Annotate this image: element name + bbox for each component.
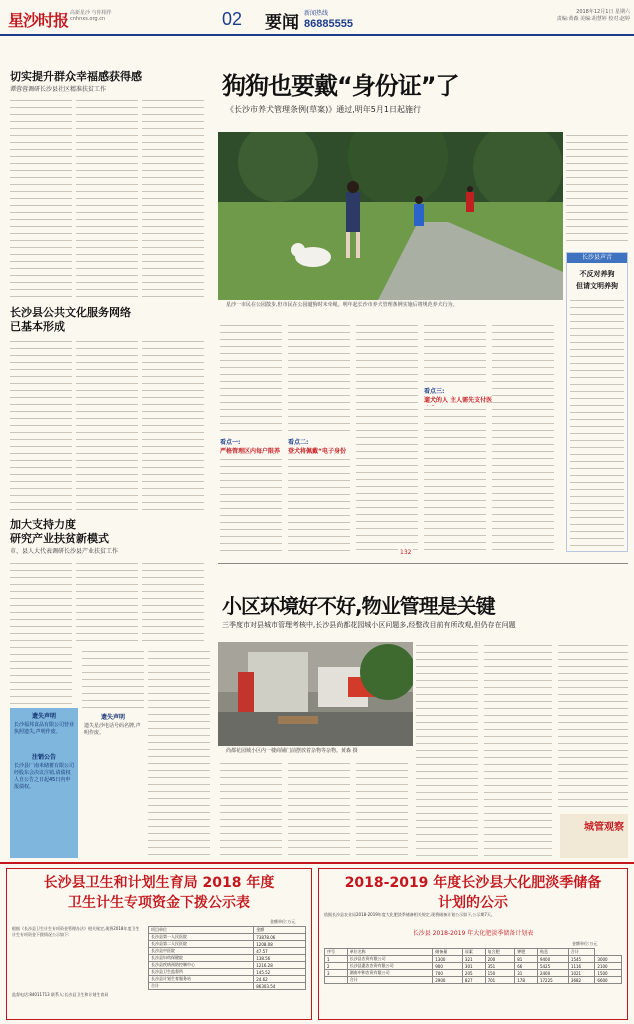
table-cell: 1500 (595, 970, 622, 977)
newspaper-logo: 星沙时报 (8, 11, 69, 30)
table-header: 项目单位 (149, 927, 254, 934)
table-header-row (149, 927, 306, 934)
table-cell: 701 (485, 977, 515, 984)
page-marker: 132 (400, 549, 412, 556)
table-row (325, 977, 622, 984)
table-cell: 合计 (347, 977, 433, 984)
table-cell: 66 (515, 963, 538, 970)
table-row (149, 983, 306, 990)
table-cell (325, 977, 348, 984)
left-story3-text-b (76, 560, 138, 645)
table-cell: 351 (485, 963, 515, 970)
table-cell: 301 (462, 963, 485, 970)
left-story3-text-a (10, 560, 72, 705)
left-story1-text-c (142, 97, 204, 302)
left-story3-text-c (142, 560, 204, 645)
notice-box-3 (82, 710, 144, 858)
right-notice-title-1: 2018-2019 年度长沙县大化肥淡季储备 (344, 875, 602, 891)
dog-photo-caption: 星沙一市民在公园散步,但市民在公园遛狗时未牵绳。明年起长沙市养犬管理条例实施后将规范养犬行为。 (226, 302, 458, 308)
table-cell: 合计 (149, 983, 254, 990)
table-cell: 2 (325, 963, 348, 970)
ads-divider (0, 862, 634, 864)
editors-text: 责编:黄森 美编:胡慧婷 校对:赵婷 (556, 16, 630, 22)
subhead-1-text: 严格管理区内每户限养 (220, 448, 281, 455)
table-cell: 3682 (568, 977, 595, 984)
left-notice-intro: 根据《长沙县卫生计生专项资金管理办法》相关规定,现将2018年度卫生计生专项资金下拨情况公示如下: (12, 926, 140, 937)
story2-headline: 小区环境好不好,物业管理是关键 (222, 594, 495, 618)
table-header: 序号 (325, 949, 348, 956)
subhead-3-text: 遛犬的人 主人需先支付医 (424, 397, 493, 404)
right-notice-table-title: 长沙县 2018-2019 年大化肥淡季储备计划表 (412, 930, 534, 937)
right-notice-title-2: 计划的公示 (438, 895, 508, 911)
table-cell: 81 (515, 956, 538, 963)
notice-1-text: 长沙福邦食品有限公司营业执照遗失,声明作废。 (14, 722, 75, 735)
left-story1-text-a (10, 97, 72, 302)
main-text-a2 (220, 456, 282, 552)
community-photo-caption: 尚都花园城小区内一楼商铺门前摆放着杂物等杂物。黄森 摄 (226, 748, 358, 754)
left-notice-title-2: 卫生计生专项资金下拨公示表 (68, 895, 250, 911)
subhead-2-text: 登犬将佩戴“电子身份 (288, 448, 346, 455)
table-cell: 73878.06 (254, 934, 306, 941)
left-notice-unit: 金额单位:万元 (270, 919, 296, 924)
table-cell: 长沙县疾病预防控制中心 (149, 962, 254, 969)
main-text-c (356, 322, 418, 552)
table-cell: 205 (462, 970, 485, 977)
table-cell: 178 (515, 977, 538, 984)
table-row (325, 963, 622, 970)
table-header-row (325, 949, 622, 956)
table-cell: 3000 (595, 956, 622, 963)
main-text-a (220, 322, 282, 432)
table-cell: 47.57 (254, 948, 306, 955)
tagline: 高新星沙 与你相伴 (70, 10, 112, 16)
left-story3-title1: 加大支持力度 (10, 518, 76, 531)
table-cell: 900 (433, 963, 463, 970)
table-cell: 321 (462, 956, 485, 963)
subhead-3: 看点三: (424, 388, 445, 395)
table-cell: 长沙县中医院 (149, 948, 254, 955)
main-deck: 《长沙市养犬管理条例(草案)》通过,明年5月1日起施行 (226, 105, 421, 114)
date-text: 2018年12月1日 星期六 (576, 9, 630, 15)
main-text-d2 (424, 406, 486, 552)
table-cell: 827 (462, 977, 485, 984)
subhead-1: 看点一: (220, 439, 241, 446)
left-story3-title2: 研究产业扶贫新模式 (10, 532, 109, 545)
table-row (149, 948, 306, 955)
table-cell: 9400 (537, 956, 568, 963)
table-header: 储备量 (433, 949, 463, 956)
table-cell: 2100 (595, 963, 622, 970)
sidebar-headline-2: 但请文明养狗 (576, 282, 618, 290)
table-row (149, 969, 306, 976)
table-cell: 6600 (595, 977, 622, 984)
table-cell: 1545 (568, 956, 595, 963)
table-row (149, 955, 306, 962)
right-notice-intro: 依据长沙县农业局2018-2019年度大化肥淡季储备相关规定,现将储备计划公示如下,公示期7天。 (324, 912, 495, 917)
table-cell: 长沙县计划生育服务站 (149, 976, 254, 983)
table-header: 复合肥 (485, 949, 515, 956)
left-notice-text-c (148, 648, 210, 858)
left-notice-title-1: 长沙县卫生和计划生育局 2018 年度 (43, 875, 275, 891)
table-cell: 145.52 (254, 969, 306, 976)
notice-1-title: 遗失声明 (31, 713, 56, 720)
story2-text-c (356, 760, 408, 860)
story2-text-a (220, 760, 282, 860)
table-cell: 200 (485, 956, 515, 963)
sidebar-tag: 长沙县声音 (567, 253, 627, 263)
notice-3-text: 遗失星沙电话号码名牌,声明作废。 (84, 723, 141, 736)
table-row (149, 941, 306, 948)
table-cell: 长沙县第一人民医院 (149, 934, 254, 941)
left-notice-text (82, 648, 144, 708)
table-cell: 31 (515, 970, 538, 977)
table-header: 金额 (254, 927, 306, 934)
hotline-label: 新闻热线 (304, 10, 329, 17)
table-cell: 2900 (433, 977, 463, 984)
right-notice-table (324, 948, 622, 984)
table-row (149, 976, 306, 983)
story2-text-e (484, 642, 552, 860)
main-text-e (492, 322, 554, 552)
table-cell: 长沙县妇幼保健院 (149, 955, 254, 962)
table-cell: 1216.28 (254, 962, 306, 969)
table-header: 合计 (568, 949, 595, 956)
hotline-number: 86885555 (304, 18, 353, 30)
main-text-d (424, 322, 486, 382)
notice-2-text: 长沙县厂南米储蓄有限公司经股东会决议注销,请债权人自公告之日起45日内申报债权。 (14, 763, 75, 790)
story2-text-b (288, 760, 350, 860)
story2-text-f (558, 642, 628, 812)
left-story1-title: 切实提升群众幸福感获得感 (10, 70, 142, 83)
site-url: cnhnxs.org.cn (70, 16, 106, 22)
table-cell: 1021 (568, 970, 595, 977)
notice-box-1 (10, 708, 78, 858)
right-table-body (325, 956, 622, 984)
table-cell: 17225 (537, 977, 568, 984)
table-cell: 1208.08 (254, 941, 306, 948)
table-header: 钾肥 (515, 949, 538, 956)
table-cell: 138.56 (254, 955, 306, 962)
left-story2-text-b (76, 338, 138, 513)
table-cell: 24.62 (254, 976, 306, 983)
dog-walk-photo (218, 132, 563, 300)
table-header: 贴息 (537, 949, 568, 956)
table-header: 尿素 (462, 949, 485, 956)
table-row (149, 934, 306, 941)
section-title: 要闻 (265, 13, 299, 33)
notice-3-title: 遗失声明 (100, 714, 125, 721)
left-story3-subtitle: 市、县人大代表调研长沙县产业扶贫工作 (10, 548, 119, 555)
table-cell: 700 (433, 970, 463, 977)
left-story1-subtitle: 谭蓉蓉调研长沙县社区精准扶贫工作 (10, 86, 107, 93)
left-story2-text-c (142, 338, 204, 513)
left-story2-title1: 长沙县公共文化服务网络 (10, 306, 131, 319)
table-cell: 150 (485, 970, 515, 977)
table-cell: 长沙县卫生监督所 (149, 969, 254, 976)
table-cell: 86303.54 (254, 983, 306, 990)
table-cell: 3 (325, 970, 348, 977)
community-photo (218, 642, 413, 746)
sidebar-box (566, 252, 628, 552)
right-text-top (566, 132, 628, 247)
table-cell: 长沙县农资有限公司 (347, 956, 433, 963)
table-cell: 1 (325, 956, 348, 963)
issue-date (520, 9, 630, 23)
table-cell: 长沙县第二人民医院 (149, 941, 254, 948)
page-number: 02 (222, 9, 243, 29)
table-cell: 湖南中和农资有限公司 (347, 970, 433, 977)
table-row (325, 970, 622, 977)
left-story1-text-b (76, 97, 138, 302)
city-watch-label: 城管观察 (584, 822, 624, 833)
table-cell: 2400 (537, 970, 568, 977)
main-text-b (288, 322, 350, 432)
right-notice-unit: 金额单位:万元 (572, 941, 598, 946)
story2-deck: 三季度市对县城市管理考核中,长沙县尚都花园城小区问题多,经整改目前有所改观,但仍存在问题 (222, 621, 516, 629)
table-header: 单位名称 (347, 949, 433, 956)
subhead-2: 看点二: (288, 439, 309, 446)
story2-text-d (416, 642, 478, 860)
left-story2-title2: 已基本形成 (10, 320, 65, 333)
main-headline: 狗狗也要戴“身份证”了 (222, 72, 459, 100)
city-watch-box (560, 814, 628, 858)
main-text-b2 (288, 456, 350, 552)
notice-2-title: 注销公告 (31, 754, 56, 761)
table-cell: 1300 (433, 956, 463, 963)
table-cell: 5425 (537, 963, 568, 970)
story-divider (218, 563, 628, 564)
left-story2-text-a (10, 338, 72, 513)
masthead-rule (252, 34, 634, 36)
table-cell: 长沙县惠农农资有限公司 (347, 963, 433, 970)
table-row (325, 956, 622, 963)
table-cell: 1116 (568, 963, 595, 970)
left-notice-contact: 监督电话:84011713 联系人:长沙县卫生和计划生育局 (12, 992, 109, 997)
left-notice-table (148, 926, 306, 990)
sidebar-text (570, 297, 624, 547)
masthead-tagline (70, 10, 140, 22)
left-table-body (149, 934, 306, 990)
table-row (149, 962, 306, 969)
sidebar-headline-1: 不反对养狗 (579, 270, 615, 278)
